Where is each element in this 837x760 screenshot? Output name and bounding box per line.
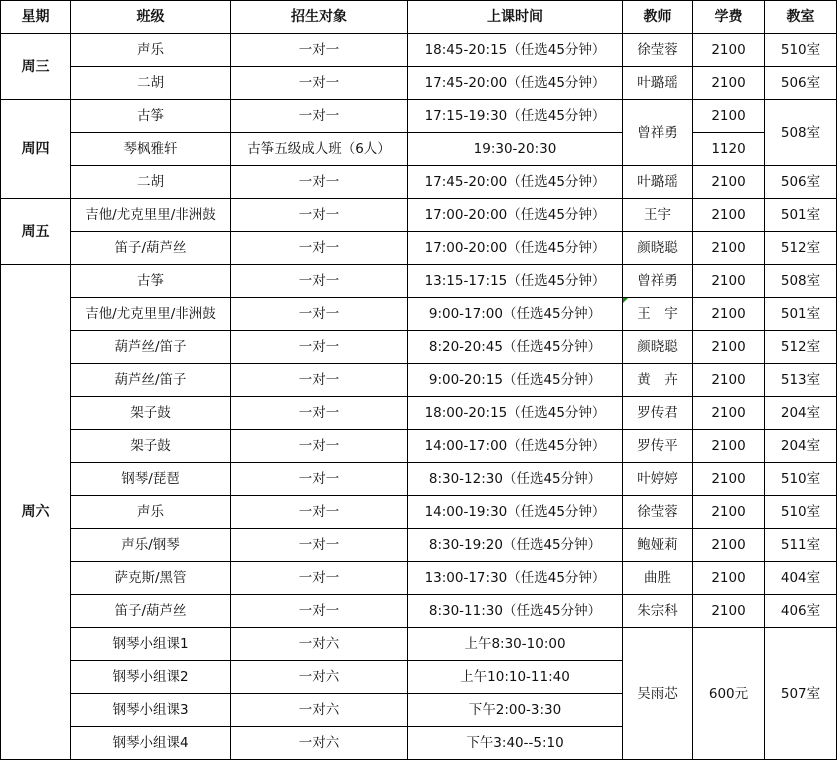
table-row [1,562,837,595]
target-cell: 一对一 [231,331,408,364]
room-cell: 508室 [765,100,837,166]
table-row [1,463,837,496]
target-cell: 一对一 [231,529,408,562]
header-room: 教室 [765,1,837,34]
header-teacher: 教师 [623,1,693,34]
room-cell: 513室 [765,364,837,397]
header-fee: 学费 [693,1,765,34]
fee-cell: 2100 [693,67,765,100]
target-cell: 一对一 [231,265,408,298]
room-cell: 507室 [765,628,837,760]
day-cell: 周三 [1,34,71,100]
time-cell: 17:45-20:00（任选45分钟） [408,166,623,199]
room-cell: 508室 [765,265,837,298]
table-row [1,166,837,199]
teacher-cell: 曲胜 [623,562,693,595]
fee-cell: 2100 [693,430,765,463]
room-cell: 406室 [765,595,837,628]
day-cell: 周五 [1,199,71,265]
class-cell: 琴枫雅轩 [71,133,231,166]
table-row [1,529,837,562]
time-cell: 下午2:00-3:30 [408,694,623,727]
time-cell: 下午3:40--5:10 [408,727,623,760]
table-row [1,628,837,661]
time-cell: 19:30-20:30 [408,133,623,166]
time-cell: 17:00-20:00（任选45分钟） [408,232,623,265]
time-cell: 上午10:10-11:40 [408,661,623,694]
fee-cell: 2100 [693,265,765,298]
target-cell: 一对一 [231,430,408,463]
class-cell: 钢琴小组课2 [71,661,231,694]
fee-cell: 2100 [693,34,765,67]
table-row [1,232,837,265]
room-cell: 404室 [765,562,837,595]
header-day: 星期 [1,1,71,34]
table-row [1,100,837,133]
table-row [1,298,837,331]
target-cell: 一对一 [231,199,408,232]
fee-cell: 2100 [693,463,765,496]
teacher-cell: 罗传君 [623,397,693,430]
fee-cell: 2100 [693,364,765,397]
class-cell: 钢琴小组课1 [71,628,231,661]
table-row [1,67,837,100]
header-class: 班级 [71,1,231,34]
class-cell: 架子鼓 [71,430,231,463]
target-cell: 一对一 [231,232,408,265]
fee-cell: 2100 [693,397,765,430]
target-cell: 一对六 [231,661,408,694]
target-cell: 一对一 [231,364,408,397]
target-cell: 古筝五级成人班（6人） [231,133,408,166]
time-cell: 13:15-17:15（任选45分钟） [408,265,623,298]
target-cell: 一对一 [231,100,408,133]
time-cell: 18:45-20:15（任选45分钟） [408,34,623,67]
class-cell: 二胡 [71,67,231,100]
time-cell: 8:30-11:30（任选45分钟） [408,595,623,628]
fee-cell: 600元 [693,628,765,760]
teacher-cell: 颜晓聪 [623,331,693,364]
fee-cell: 2100 [693,595,765,628]
class-cell: 笛子/葫芦丝 [71,232,231,265]
class-cell: 葫芦丝/笛子 [71,364,231,397]
fee-cell: 2100 [693,166,765,199]
teacher-cell: 颜晓聪 [623,232,693,265]
teacher-cell: 徐莹蓉 [623,496,693,529]
time-cell: 14:00-19:30（任选45分钟） [408,496,623,529]
time-cell: 8:30-12:30（任选45分钟） [408,463,623,496]
time-cell: 14:00-17:00（任选45分钟） [408,430,623,463]
target-cell: 一对一 [231,298,408,331]
target-cell: 一对一 [231,562,408,595]
day-cell: 周六 [1,265,71,760]
target-cell: 一对一 [231,34,408,67]
teacher-cell: 曾祥勇 [623,265,693,298]
fee-cell: 1120 [693,133,765,166]
target-cell: 一对一 [231,463,408,496]
target-cell: 一对一 [231,166,408,199]
class-cell: 吉他/尤克里里/非洲鼓 [71,298,231,331]
fee-cell: 2100 [693,232,765,265]
room-cell: 204室 [765,430,837,463]
room-cell: 501室 [765,298,837,331]
time-cell: 8:30-19:20（任选45分钟） [408,529,623,562]
teacher-cell: 王宇 [623,199,693,232]
teacher-cell: 曾祥勇 [623,100,693,166]
header-row [1,1,837,34]
teacher-cell: 王 宇 [623,298,693,331]
fee-cell: 2100 [693,199,765,232]
table-row [1,496,837,529]
fee-cell: 2100 [693,562,765,595]
time-cell: 9:00-20:15（任选45分钟） [408,364,623,397]
room-cell: 501室 [765,199,837,232]
time-cell: 17:00-20:00（任选45分钟） [408,199,623,232]
fee-cell: 2100 [693,100,765,133]
table-row [1,265,837,298]
table-row [1,430,837,463]
target-cell: 一对一 [231,67,408,100]
fee-cell: 2100 [693,298,765,331]
room-cell: 512室 [765,331,837,364]
target-cell: 一对一 [231,496,408,529]
class-cell: 二胡 [71,166,231,199]
fee-cell: 2100 [693,529,765,562]
class-cell: 架子鼓 [71,397,231,430]
target-cell: 一对六 [231,727,408,760]
time-cell: 8:20-20:45（任选45分钟） [408,331,623,364]
class-cell: 钢琴小组课4 [71,727,231,760]
target-cell: 一对一 [231,595,408,628]
teacher-cell: 叶婷婷 [623,463,693,496]
teacher-cell: 叶璐瑶 [623,166,693,199]
teacher-cell: 黄 卉 [623,364,693,397]
teacher-cell: 朱宗科 [623,595,693,628]
time-cell: 17:15-19:30（任选45分钟） [408,100,623,133]
room-cell: 512室 [765,232,837,265]
time-cell: 13:00-17:30（任选45分钟） [408,562,623,595]
room-cell: 510室 [765,496,837,529]
room-cell: 506室 [765,166,837,199]
time-cell: 上午8:30-10:00 [408,628,623,661]
class-cell: 钢琴/琵琶 [71,463,231,496]
target-cell: 一对一 [231,397,408,430]
room-cell: 511室 [765,529,837,562]
room-cell: 510室 [765,34,837,67]
table-row [1,331,837,364]
class-cell: 古筝 [71,265,231,298]
table-row [1,397,837,430]
teacher-cell: 叶璐瑶 [623,67,693,100]
class-cell: 钢琴小组课3 [71,694,231,727]
time-cell: 9:00-17:00（任选45分钟） [408,298,623,331]
table-row [1,364,837,397]
header-time: 上课时间 [408,1,623,34]
time-cell: 17:45-20:00（任选45分钟） [408,67,623,100]
teacher-cell: 吴雨芯 [623,628,693,760]
class-cell: 葫芦丝/笛子 [71,331,231,364]
class-cell: 古筝 [71,100,231,133]
class-cell: 声乐/钢琴 [71,529,231,562]
table-row [1,133,837,166]
table-row [1,34,837,67]
target-cell: 一对六 [231,628,408,661]
room-cell: 204室 [765,397,837,430]
table-row [1,199,837,232]
table-row [1,595,837,628]
fee-cell: 2100 [693,331,765,364]
teacher-cell: 鲍娅莉 [623,529,693,562]
class-cell: 吉他/尤克里里/非洲鼓 [71,199,231,232]
teacher-cell: 徐莹蓉 [623,34,693,67]
room-cell: 506室 [765,67,837,100]
day-cell: 周四 [1,100,71,199]
class-cell: 声乐 [71,34,231,67]
time-cell: 18:00-20:15（任选45分钟） [408,397,623,430]
header-target: 招生对象 [231,1,408,34]
fee-cell: 2100 [693,496,765,529]
class-cell: 笛子/葫芦丝 [71,595,231,628]
teacher-cell: 罗传平 [623,430,693,463]
room-cell: 510室 [765,463,837,496]
target-cell: 一对六 [231,694,408,727]
class-cell: 萨克斯/黑管 [71,562,231,595]
class-cell: 声乐 [71,496,231,529]
